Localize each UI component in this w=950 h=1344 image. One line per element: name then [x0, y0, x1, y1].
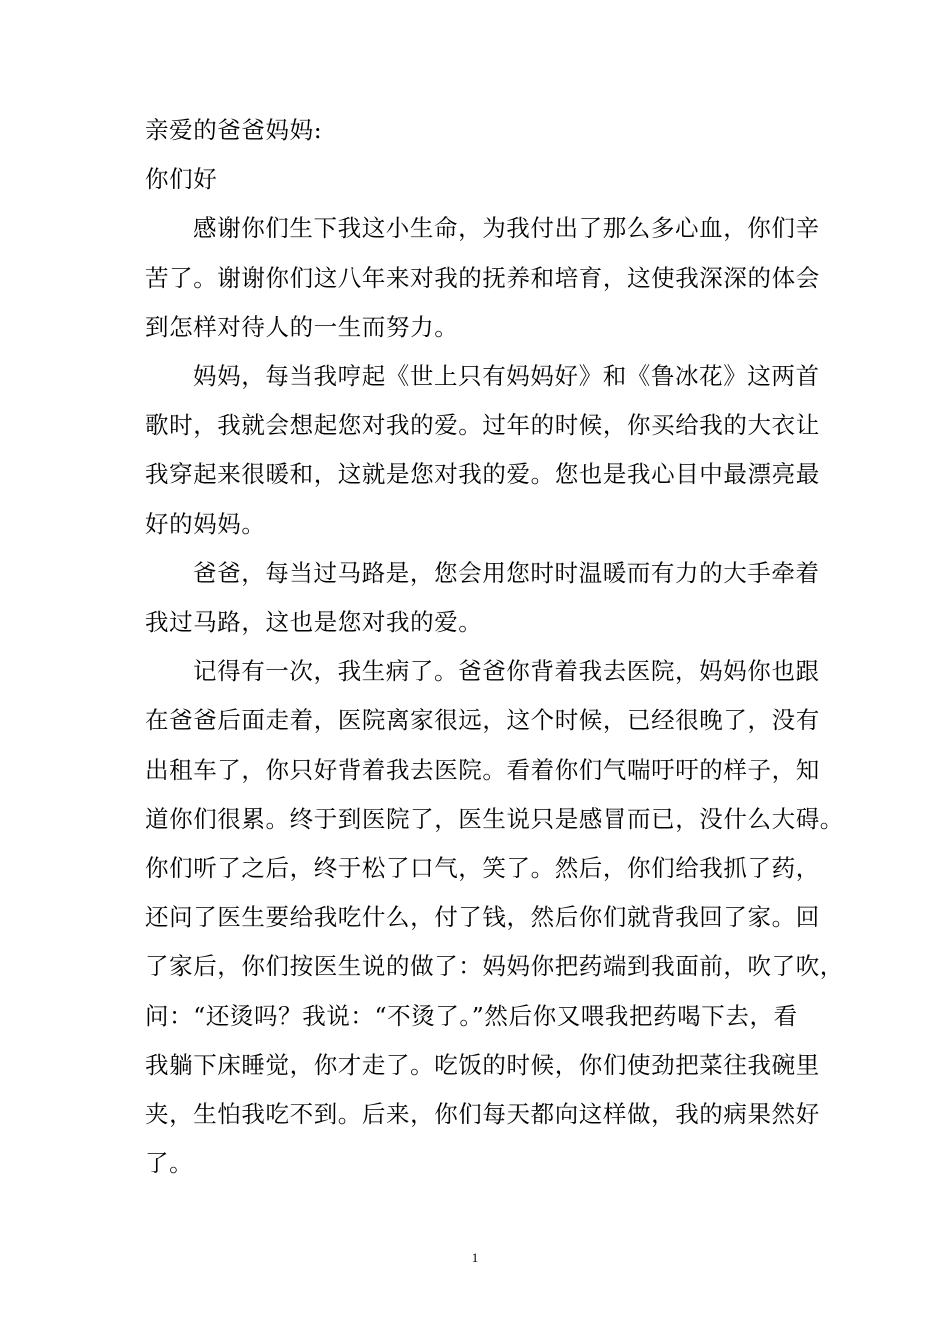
paragraph-line: 我穿起来很暖和，这就是您对我的爱。您也是我心目中最漂亮最: [145, 460, 820, 489]
paragraph-line: 在爸爸后面走着，医院离家很远，这个时候，已经很晚了，没有: [145, 706, 820, 735]
paragraph-line: 还问了医生要给我吃什么，付了钱，然后你们就背我回了家。回: [145, 903, 820, 932]
paragraph-mother: [145, 352, 820, 549]
paragraph-line: 好的妈妈。: [145, 509, 266, 538]
paragraph-line: 爸爸，每当过马路是，您会用您时时温暖而有力的大手牵着: [193, 558, 820, 587]
paragraph-line: 记得有一次，我生病了。爸爸你背着我去医院，妈妈你也跟: [193, 657, 820, 686]
paragraph-line: 妈妈，每当我哼起《世上只有妈妈好》和《鲁冰花》这两首: [193, 362, 820, 391]
paragraph-line: 歌时，我就会想起您对我的爱。过年的时候，你买给我的大衣让: [145, 411, 820, 440]
page-number: 1: [471, 1250, 479, 1265]
paragraph-line: 感谢你们生下我这小生命，为我付出了那么多心血，你们辛: [193, 214, 820, 243]
paragraph-gratitude: [145, 204, 820, 352]
paragraph-father: [145, 549, 820, 647]
paragraph-line: 出租车了，你只好背着我去医院。看着你们气喘吁吁的样子，知: [145, 755, 820, 784]
paragraph-line: 夹，生怕我吃不到。后来，你们每天都向这样做，我的病果然好: [145, 1100, 820, 1129]
paragraph-line: 我过马路，这也是您对我的爱。: [145, 608, 483, 637]
paragraph-line: 到怎样对待人的一生而努力。: [145, 312, 459, 341]
paragraph-line: 你们听了之后，终于松了口气，笑了。然后，你们给我抓了药，: [145, 854, 820, 883]
paragraph-illness: [145, 647, 844, 1188]
paragraph-line: 了家后，你们按医生说的做了：妈妈你把药端到我面前，吹了吹，: [145, 952, 844, 981]
paragraph-line: 问：“还烫吗？我说：“不烫了。”然后你又喂我把药喝下去，看: [145, 1001, 798, 1030]
paragraph-line: 了。: [145, 1149, 194, 1178]
paragraph-line: 我躺下床睡觉，你才走了。吃饭的时候，你们使劲把菜往我碗里: [145, 1050, 820, 1079]
paragraph-line: 苦了。谢谢你们这八年来对我的抚养和培育，这使我深深的体会: [145, 263, 820, 292]
greeting: 你们好: [145, 165, 218, 194]
paragraph-line: 道你们很累。终于到医院了，医生说只是感冒而已，没什么大碍。: [145, 804, 844, 833]
letter-body: [145, 106, 844, 1188]
salutation: 亲爱的爸爸妈妈:: [145, 116, 323, 144]
